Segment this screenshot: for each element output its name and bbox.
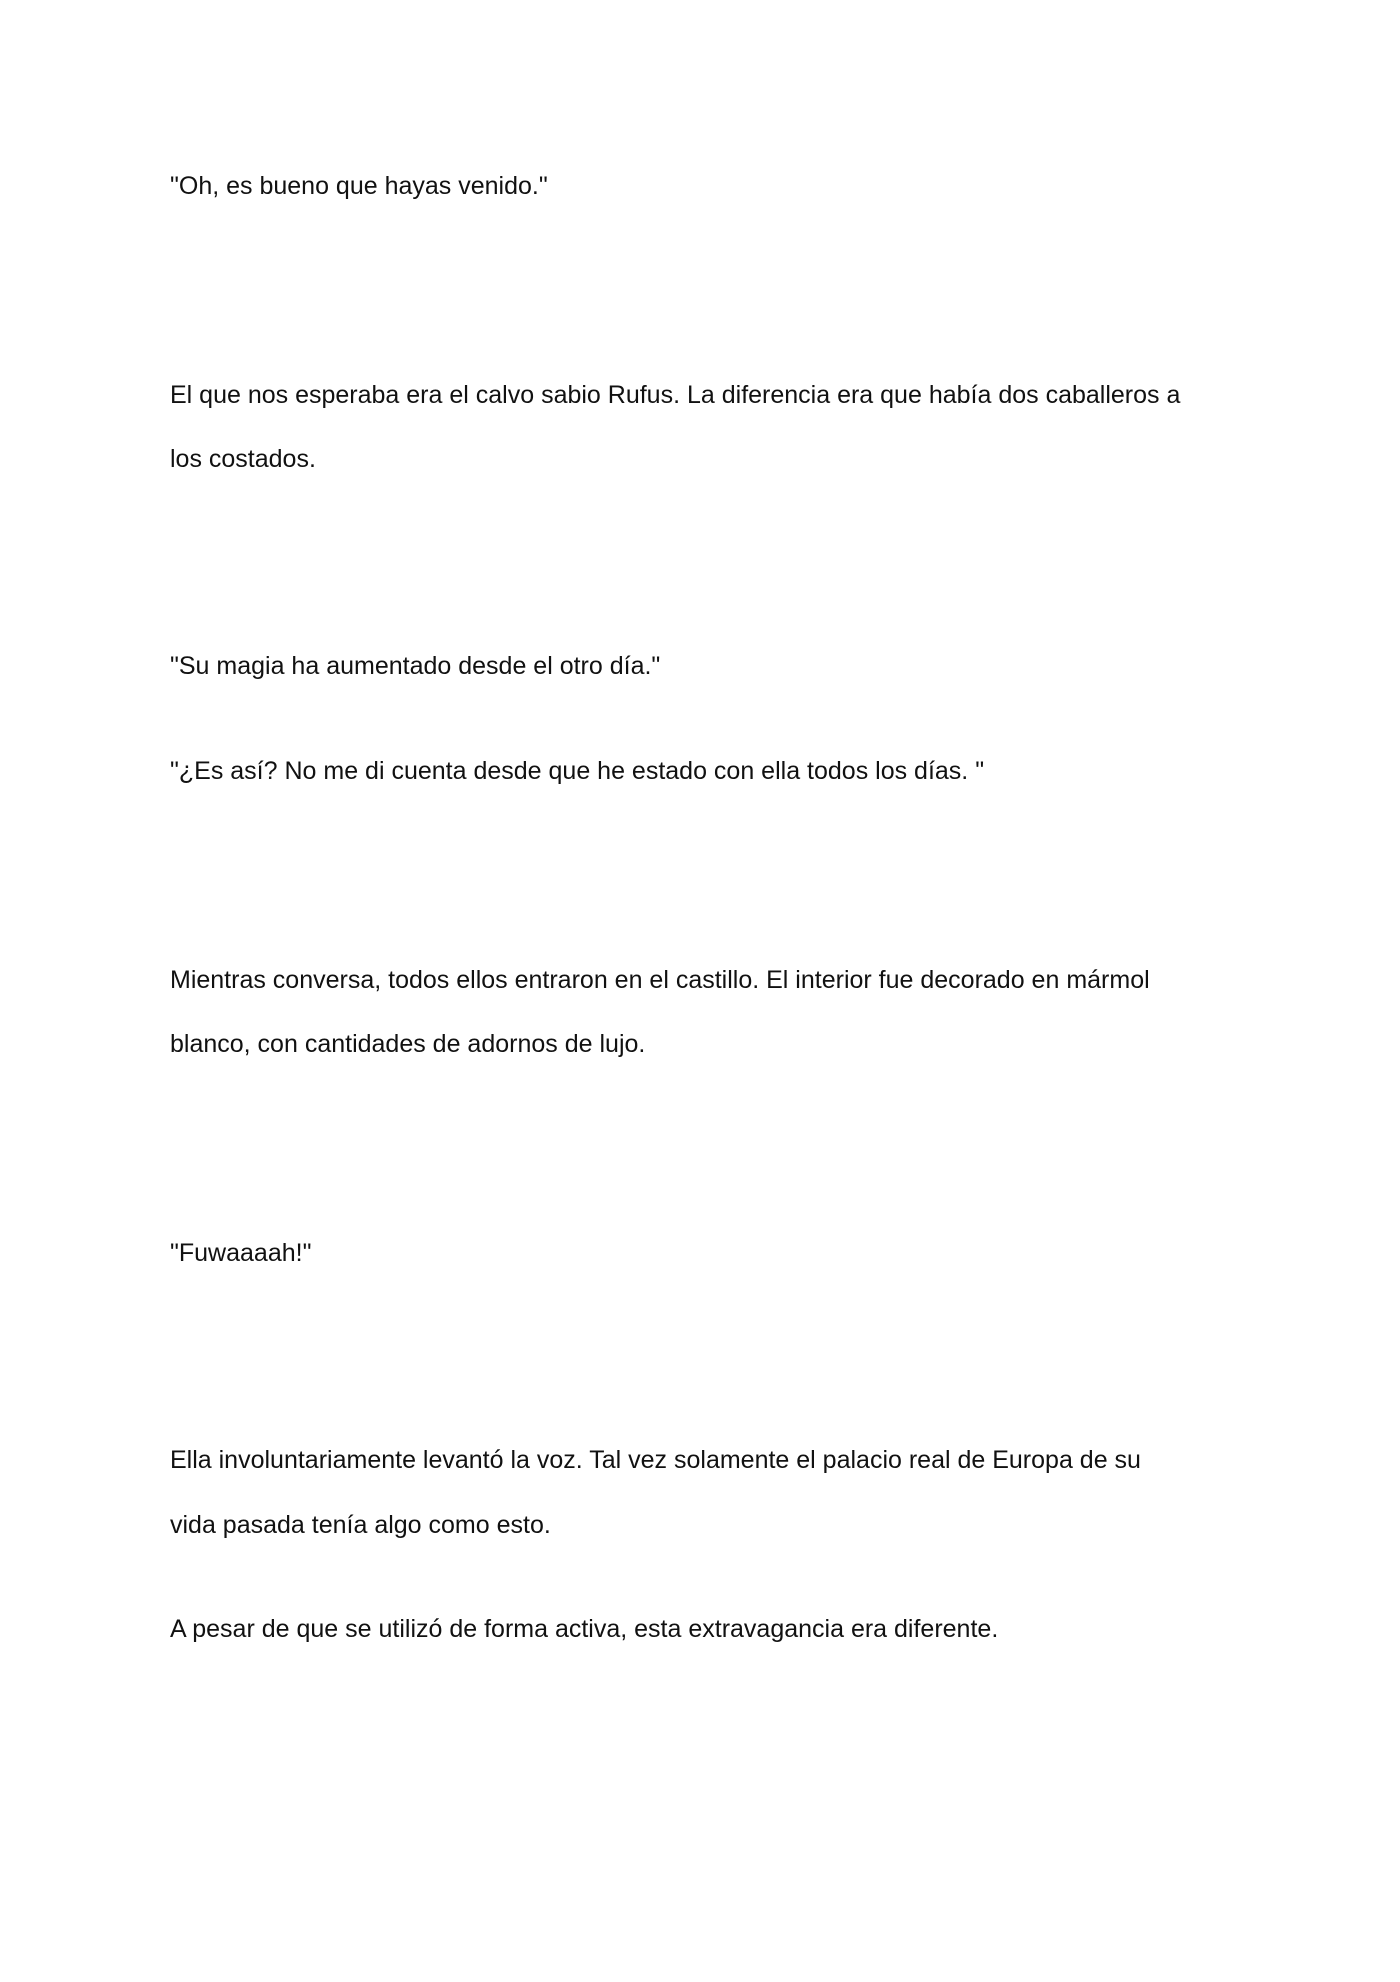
paragraph-line: A pesar de que se utilizó de forma activa, esta extravagancia era diferente. — [170, 1615, 999, 1643]
dialogue-line: "Fuwaaaah!" — [170, 1239, 312, 1267]
dialogue-line: "¿Es así? No me di cuenta desde que he estado con ella todos los días. " — [170, 757, 985, 785]
paragraph-line: los costados. — [170, 445, 316, 473]
paragraph-line: vida pasada tenía algo como esto. — [170, 1511, 551, 1539]
paragraph-line: Mientras conversa, todos ellos entraron en el castillo. El interior fue decorado en mármol — [170, 966, 1150, 994]
paragraph-line: Ella involuntariamente levantó la voz. Tal vez solamente el palacio real de Europa de su — [170, 1446, 1141, 1474]
paragraph-line: blanco, con cantidades de adornos de lujo. — [170, 1030, 646, 1058]
paragraph-line: El que nos esperaba era el calvo sabio Rufus. La diferencia era que había dos caballeros a — [170, 381, 1181, 409]
dialogue-line: "Oh, es bueno que hayas venido." — [170, 172, 548, 200]
dialogue-line: "Su magia ha aumentado desde el otro día." — [170, 652, 661, 680]
